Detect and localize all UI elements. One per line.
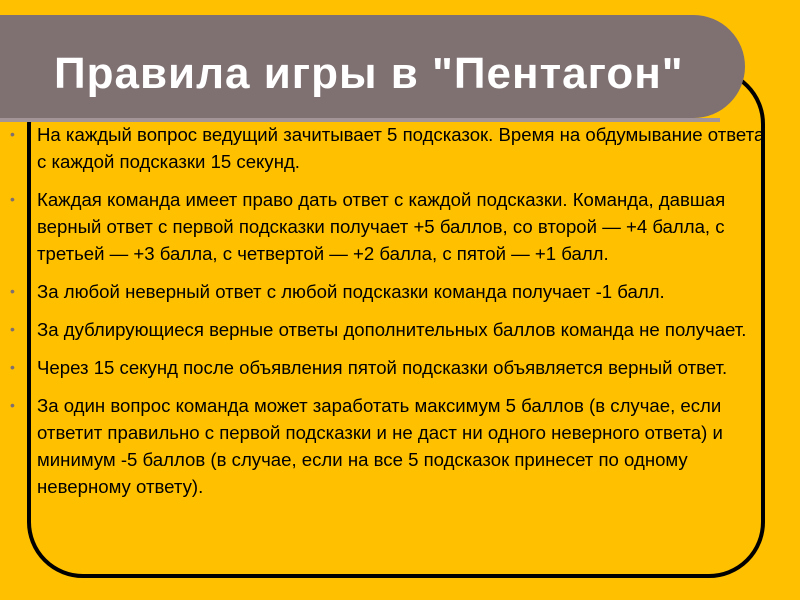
title-banner: [0, 15, 745, 118]
list-item: [10, 121, 765, 175]
rule-text: На каждый вопрос ведущий зачитывает 5 подсказок. Время на обдумывание ответа с каждой подсказки 15 секунд.: [37, 124, 765, 172]
bullet-icon: •: [10, 126, 15, 142]
list-item: [10, 278, 765, 305]
rule-text: Каждая команда имеет право дать ответ с каждой подсказки. Команда, давшая верный ответ с первой подсказки получает +5 баллов, со второй — +4 балла, с третьей — +3 балла, с четвертой — +2 балла, с пятой — +1 балл.: [37, 189, 726, 264]
list-item: [10, 392, 765, 500]
bullet-icon: •: [10, 359, 15, 375]
rule-text: За один вопрос команда может заработать максимум 5 баллов (в случае, если ответит правильно с первой подсказки и не даст ни одного неверного ответа) и минимум -5 баллов (в случае, если на все 5 подсказок принесет по одному неверному ответу).: [37, 395, 723, 497]
bullet-icon: •: [10, 283, 15, 299]
bullet-icon: •: [10, 191, 15, 207]
rule-text: За дублирующиеся верные ответы дополнительных баллов команда не получает.: [37, 319, 747, 340]
list-item: [10, 354, 765, 381]
list-item: [10, 316, 765, 343]
bullet-icon: •: [10, 397, 15, 413]
slide-title: Правила игры в "Пентагон": [54, 49, 684, 98]
rule-text: Через 15 секунд после объявления пятой подсказки объявляется верный ответ.: [37, 357, 728, 378]
list-item: [10, 186, 765, 267]
rule-text: За любой неверный ответ с любой подсказки команда получает -1 балл.: [37, 281, 665, 302]
rules-list: [10, 121, 765, 511]
bullet-icon: •: [10, 321, 15, 337]
